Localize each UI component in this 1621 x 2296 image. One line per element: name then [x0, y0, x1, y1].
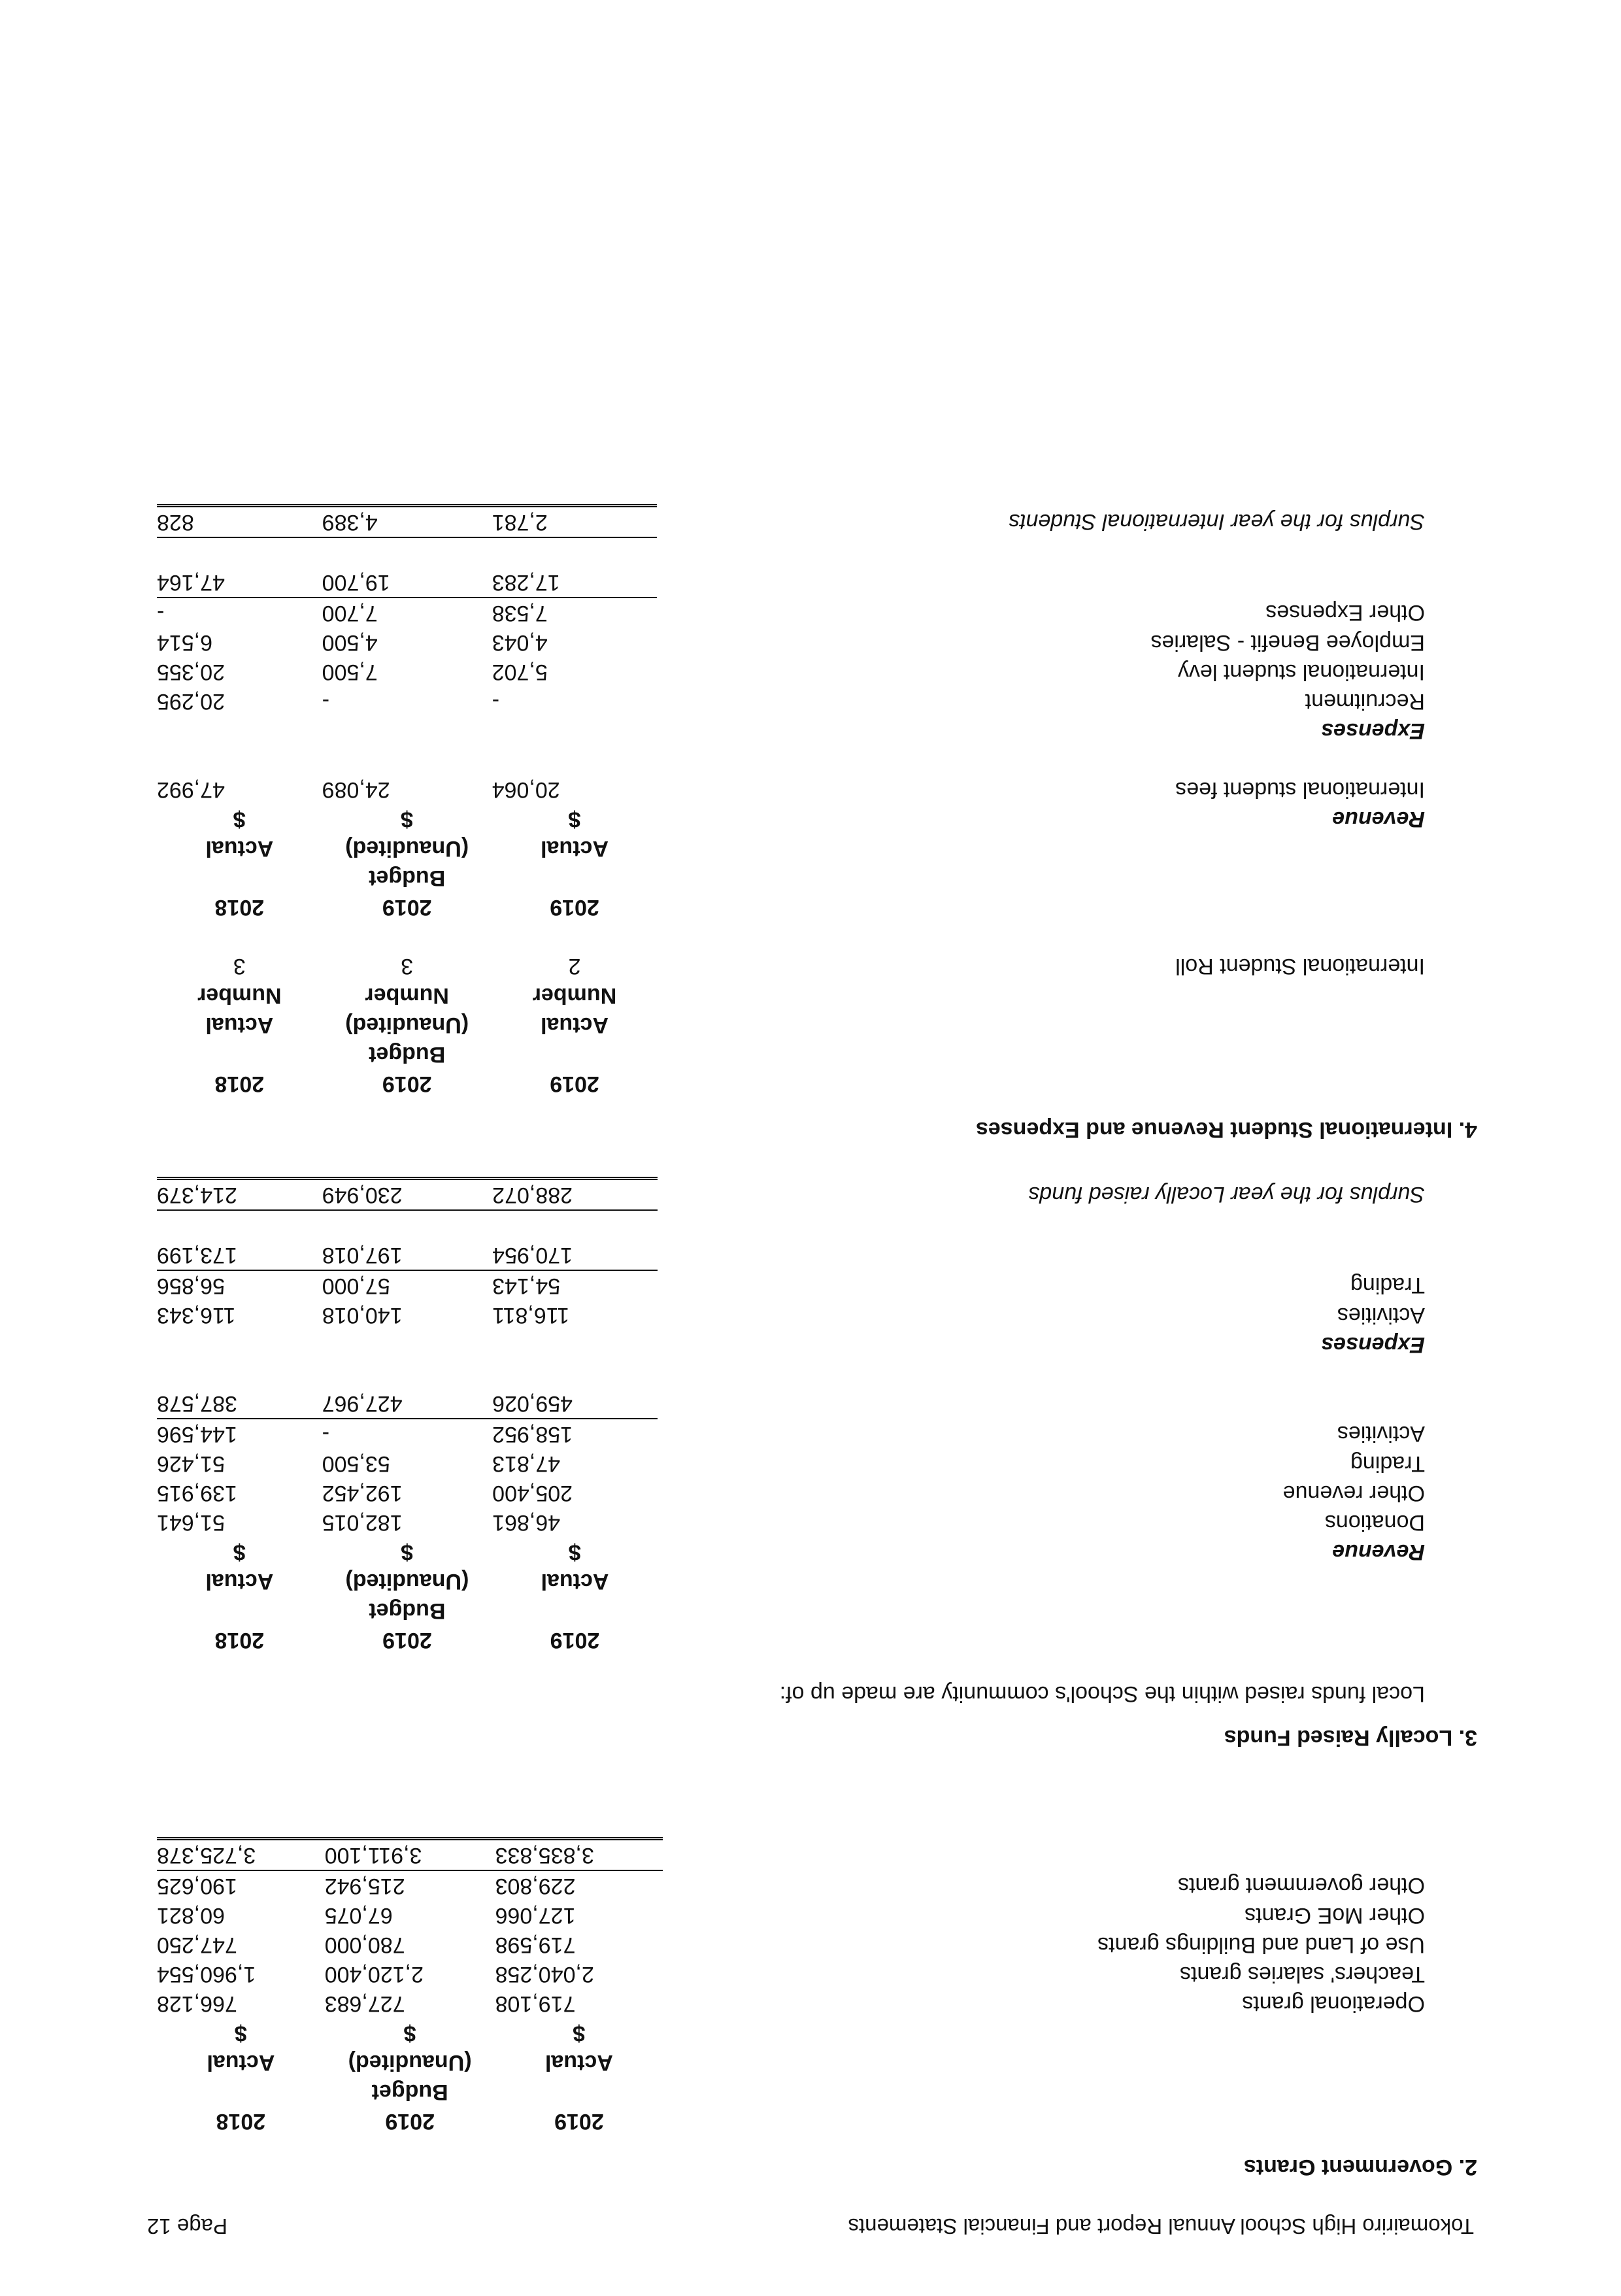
col-year: 2019 — [385, 2109, 435, 2134]
section-international-students — [157, 504, 1477, 1142]
section-intro: Local funds raised within the School's community are made up of: — [779, 1681, 1425, 1706]
table-row: Other government grants 229,803 215,942 190,625 — [157, 1873, 1425, 1899]
locally-raised-funds-table: 2019 2019 2018 Budget Actual (Unaudited) Actual Revenue $ $ $ Donations 46,861 182,015 51,641 Other revenue 205,400 192,452 139,915 Trading 47,813 53,500 51,426 Activities 158,952 - 144,596 459,026 427,967 387,578 Expenses Activities 116,811 140,018 116,343 Trading 54,143 57,000 56,856 170,954 197,018 173,199 Surplus for the year Locally raised funds 288,072 230,949 214,379 — [157, 1177, 1425, 1655]
col-year: 2018 — [216, 2109, 266, 2134]
table-row: Trading 54,143 57,000 56,856 — [157, 1273, 1425, 1298]
section-title: 2. Government Grants — [1243, 2155, 1477, 2180]
total-row: 3,835,833 3,911,100 3,725,378 — [157, 1839, 1425, 1871]
surplus-row: Surplus for the year Locally raised funds 288,072 230,949 214,379 — [157, 1179, 1425, 1211]
table-row: Use of Land and Buildings grants 719,598 780,000 747,250 — [157, 1933, 1425, 1957]
col-actual: Actual — [207, 2050, 275, 2075]
col-actual: Actual — [544, 2050, 613, 2075]
table-row: International student fees 20,064 24,089 47,992 — [157, 777, 1425, 802]
section-government-grants — [157, 1837, 1477, 2180]
section-title: 4. International Student Revenue and Expenses — [975, 1117, 1477, 1142]
table-row: Activities 116,811 140,018 116,343 — [157, 1303, 1425, 1328]
table-row: Activities 158,952 - 144,596 — [157, 1421, 1425, 1447]
col-unaudited: (Unaudited) — [348, 2050, 472, 2075]
page-number: Page 12 — [147, 2214, 227, 2238]
table-row: Other MoE Grants 127,066 67,075 60,821 — [157, 1903, 1425, 1928]
page-header — [147, 2212, 1474, 2238]
table-row: Operational grants 719,108 727,683 766,128 — [157, 1991, 1425, 2016]
government-grants-table: 2019 2019 2018 Budget Actual (Unaudited) Actual $ $ $ Operational grants 719,108 727,683 766,128 Teachers' salaries grants 2,040,258 2,120,400 1,960,554 Use of Land and Buildings grants 719,598 780,000 747,250 Other MoE Grants 127,066 67,075 60,821 Other government grants 229,803 215,942 190,625 3,835,833 3,911,100 3,725,378 — [157, 1837, 1425, 2136]
subtotal-row: 17,283 19,700 47,164 — [157, 567, 1425, 598]
report-title: Tokomairiro High School Annual Report and Financial Statements — [848, 2214, 1474, 2238]
subtotal-row: 170,954 197,018 173,199 — [157, 1240, 1425, 1270]
table-row: International student levy 5,702 7,500 20,355 — [157, 660, 1425, 684]
revenue-heading: Revenue — [1332, 1540, 1425, 1564]
table-row: Other Expenses 7,538 7,700 - — [157, 600, 1425, 626]
table-row: Employee Benefit - Salaries 4,043 4,500 6,514 — [157, 630, 1425, 655]
table-row: Donations 46,861 182,015 51,641 — [157, 1510, 1425, 1535]
table-row: Trading 47,813 53,500 51,426 — [157, 1451, 1425, 1476]
revenue-heading: Revenue — [1332, 807, 1425, 832]
col-budget: Budget — [371, 2080, 448, 2104]
table-row: International Student Roll 2 3 3 — [233, 954, 1425, 979]
expenses-heading: Expenses — [1321, 718, 1425, 743]
section-title: 3. Locally Raised Funds — [1224, 1725, 1477, 1750]
subtotal-row: 459,026 427,967 387,578 — [157, 1389, 1425, 1419]
table-row: Recruitment - - 20,295 — [157, 689, 1425, 714]
table-row: Teachers' salaries grants 2,040,258 2,120,400 1,960,554 — [157, 1962, 1425, 1987]
col-year: 2019 — [554, 2109, 604, 2134]
international-roll-table: 2019 2019 2018 Budget Actual (Unaudited) Actual Number Number Number International Student Roll 2 3 3 2019 2019 2018 Budget Actual (Unaudited) Actual Revenue $ $ $ International student fees 20,064 24,089 47,992 Expenses Recruitment - - 20,295 International student levy 5,702 7,500 20,355 Employee Benefit - Salaries 4,043 4,500 6,514 Other Expenses 7,538 7,700 - 17,283 19,700 47,164 Surplus for the year International Students 2,781 4,389 828 — [157, 504, 1425, 1098]
expenses-heading: Expenses — [1321, 1332, 1425, 1357]
section-locally-raised-funds — [157, 1177, 1477, 1750]
surplus-row: Surplus for the year International Students 2,781 4,389 828 — [157, 506, 1425, 538]
table-row: Other revenue 205,400 192,452 139,915 — [157, 1481, 1425, 1506]
